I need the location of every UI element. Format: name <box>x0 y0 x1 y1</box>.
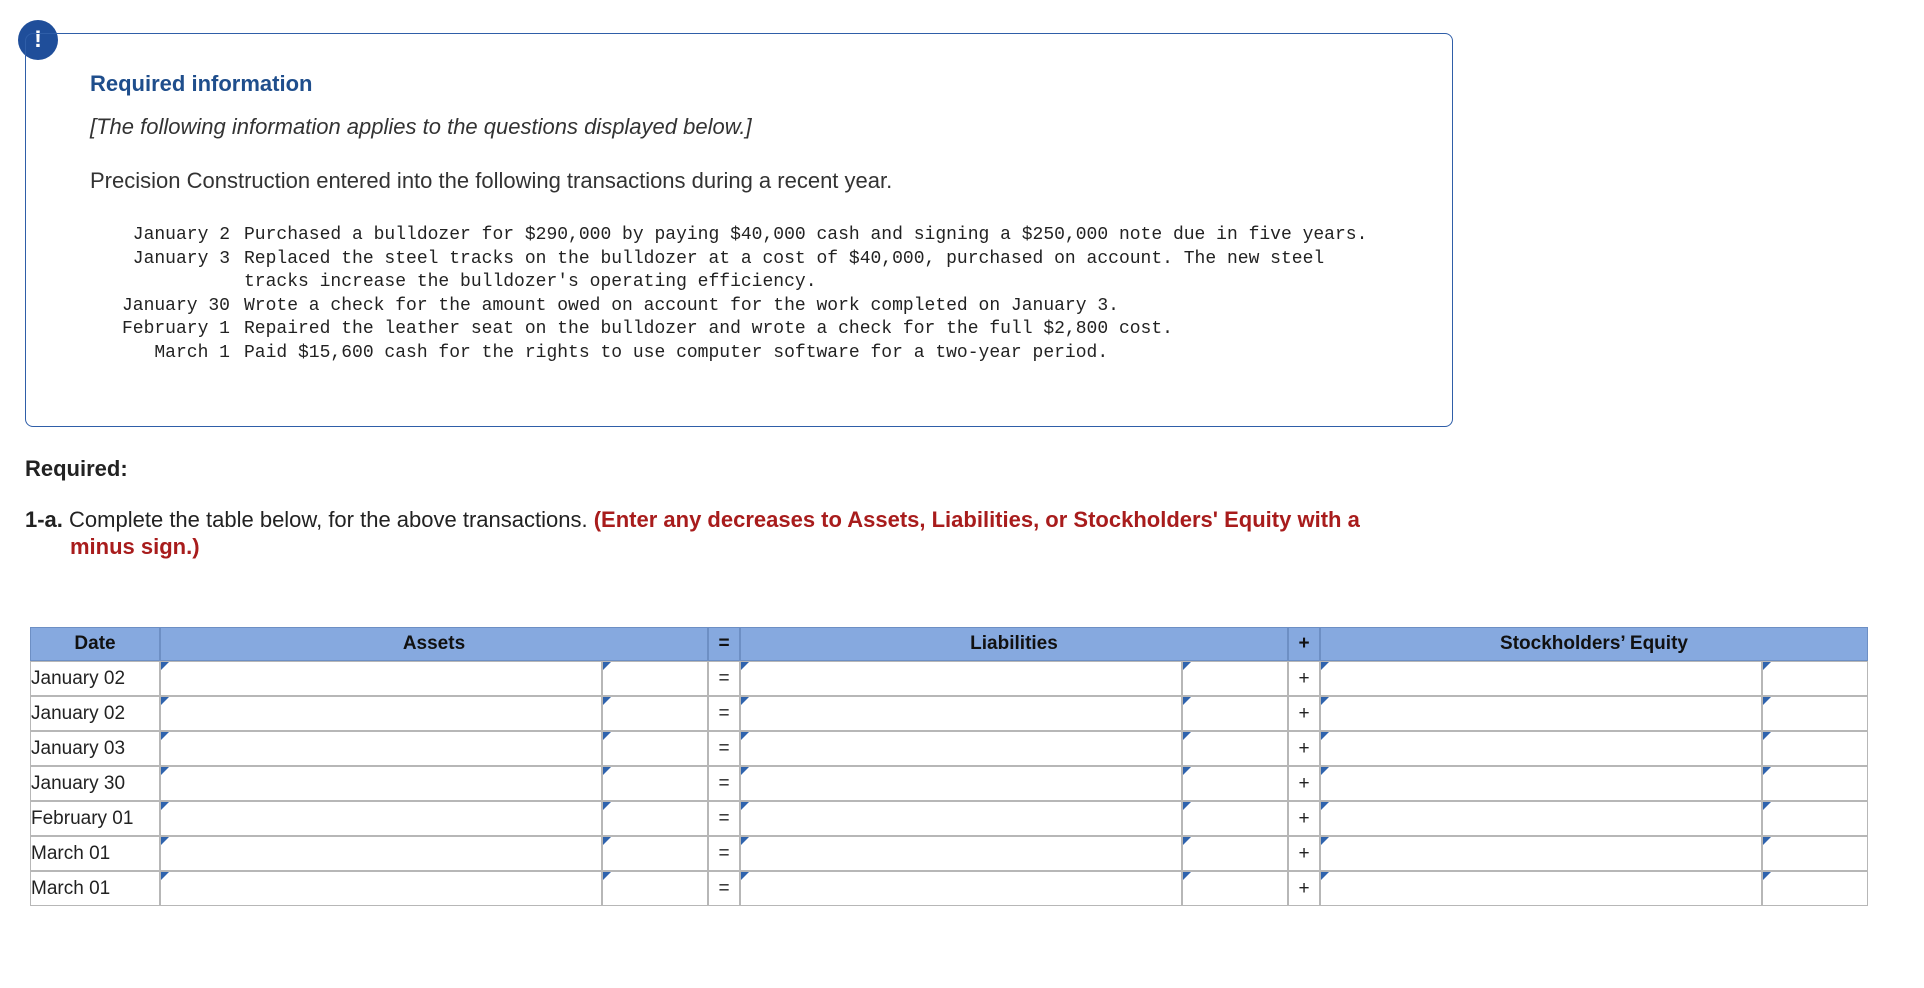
header-date: Date <box>30 627 160 661</box>
assets-account-dropdown[interactable] <box>160 836 602 871</box>
equals-sign: = <box>708 661 740 696</box>
liabilities-account-dropdown[interactable] <box>740 871 1182 906</box>
table-row <box>30 766 1868 801</box>
equity-account-dropdown[interactable] <box>1320 766 1762 801</box>
liabilities-amount-input[interactable] <box>1182 731 1288 766</box>
equity-amount-input[interactable] <box>1762 836 1868 871</box>
transaction-date: March 1 <box>154 342 230 363</box>
table-row <box>30 836 1868 871</box>
equity-amount-input[interactable] <box>1762 871 1868 906</box>
plus-sign: + <box>1288 871 1320 906</box>
liabilities-amount-input[interactable] <box>1182 836 1288 871</box>
plus-sign: + <box>1288 836 1320 871</box>
liabilities-amount-input[interactable] <box>1182 661 1288 696</box>
equity-account-dropdown[interactable] <box>1320 696 1762 731</box>
liabilities-amount-input[interactable] <box>1182 871 1288 906</box>
equals-sign: = <box>708 696 740 731</box>
equals-sign: = <box>708 731 740 766</box>
plus-sign: + <box>1288 766 1320 801</box>
question-hint-continued: minus sign.) <box>70 534 200 559</box>
assets-amount-input[interactable] <box>602 836 708 871</box>
transaction-description: Repaired the leather seat on the bulldozer and wrote a check for the full $2,800 cost. <box>244 319 1173 339</box>
transaction-description: Purchased a bulldozer for $290,000 by paying $40,000 cash and signing a $250,000 note due in five years. <box>244 225 1368 245</box>
table-header-row <box>30 627 1868 661</box>
assets-account-dropdown[interactable] <box>160 661 602 696</box>
row-date: January 30 <box>30 766 160 801</box>
info-title: Required information <box>90 71 313 96</box>
equity-account-dropdown[interactable] <box>1320 836 1762 871</box>
info-intro: Precision Construction entered into the following transactions during a recent year. <box>90 168 893 193</box>
header-assets: Assets <box>160 627 708 661</box>
row-date: January 02 <box>30 661 160 696</box>
header-equals: = <box>708 627 740 661</box>
liabilities-amount-input[interactable] <box>1182 766 1288 801</box>
accounting-equation-table <box>30 627 1868 906</box>
transaction-date: January 30 <box>121 295 230 316</box>
assets-account-dropdown[interactable] <box>160 871 602 906</box>
equity-account-dropdown[interactable] <box>1320 871 1762 906</box>
assets-amount-input[interactable] <box>602 696 708 731</box>
equity-amount-input[interactable] <box>1762 731 1868 766</box>
transaction-item <box>66 295 1384 319</box>
info-subtitle: [The following information applies to the questions displayed below.] <box>90 114 752 139</box>
transaction-item <box>66 318 1384 342</box>
table-row <box>30 731 1868 766</box>
required-information-panel <box>25 33 1453 427</box>
alert-icon: ! <box>18 20 58 60</box>
liabilities-account-dropdown[interactable] <box>740 766 1182 801</box>
assets-account-dropdown[interactable] <box>160 801 602 836</box>
liabilities-amount-input[interactable] <box>1182 801 1288 836</box>
assets-account-dropdown[interactable] <box>160 731 602 766</box>
required-heading: Required: <box>25 456 128 481</box>
assets-amount-input[interactable] <box>602 731 708 766</box>
equity-account-dropdown[interactable] <box>1320 731 1762 766</box>
equity-amount-input[interactable] <box>1762 801 1868 836</box>
plus-sign: + <box>1288 696 1320 731</box>
question-hint: (Enter any decreases to Assets, Liabilities, or Stockholders' Equity with a <box>593 507 1360 532</box>
liabilities-account-dropdown[interactable] <box>740 801 1182 836</box>
row-date: March 01 <box>30 836 160 871</box>
equals-sign: = <box>708 836 740 871</box>
plus-sign: + <box>1288 801 1320 836</box>
equity-account-dropdown[interactable] <box>1320 661 1762 696</box>
equals-sign: = <box>708 871 740 906</box>
assets-account-dropdown[interactable] <box>160 766 602 801</box>
header-liabilities: Liabilities <box>740 627 1288 661</box>
transaction-item <box>66 248 1384 295</box>
transaction-date: January 2 <box>132 225 230 245</box>
transaction-list <box>66 224 1384 365</box>
header-stockholders-equity: Stockholders’ Equity <box>1320 627 1868 661</box>
transaction-item <box>66 224 1384 248</box>
equity-amount-input[interactable] <box>1762 661 1868 696</box>
assets-amount-input[interactable] <box>602 766 708 801</box>
plus-sign: + <box>1288 661 1320 696</box>
table-row <box>30 661 1868 696</box>
equity-account-dropdown[interactable] <box>1320 801 1762 836</box>
liabilities-account-dropdown[interactable] <box>740 731 1182 766</box>
liabilities-account-dropdown[interactable] <box>740 696 1182 731</box>
transaction-description: Replaced the steel tracks on the bulldozer at a cost of $40,000, purchased on account. The new steel tracks increase the bulldozer's operating efficiency. <box>244 248 1325 292</box>
row-date: January 02 <box>30 696 160 731</box>
liabilities-account-dropdown[interactable] <box>740 661 1182 696</box>
liabilities-amount-input[interactable] <box>1182 696 1288 731</box>
equity-amount-input[interactable] <box>1762 696 1868 731</box>
question-text: Complete the table below, for the above transactions. <box>69 507 588 532</box>
assets-amount-input[interactable] <box>602 871 708 906</box>
table-row <box>30 801 1868 836</box>
transaction-item <box>66 342 1384 366</box>
row-date: February 01 <box>30 801 160 836</box>
equity-amount-input[interactable] <box>1762 766 1868 801</box>
equals-sign: = <box>708 801 740 836</box>
question-1a <box>25 506 1455 560</box>
assets-amount-input[interactable] <box>602 801 708 836</box>
transaction-description: Wrote a check for the amount owed on account for the work completed on January 3. <box>244 295 1119 316</box>
transaction-date: February 1 <box>121 319 230 339</box>
row-date: March 01 <box>30 871 160 906</box>
header-plus: + <box>1288 627 1320 661</box>
table-row <box>30 871 1868 906</box>
table-row <box>30 696 1868 731</box>
transaction-date: January 3 <box>132 248 230 269</box>
assets-amount-input[interactable] <box>602 661 708 696</box>
row-date: January 03 <box>30 731 160 766</box>
liabilities-account-dropdown[interactable] <box>740 836 1182 871</box>
equals-sign: = <box>708 766 740 801</box>
transaction-description: Paid $15,600 cash for the rights to use computer software for a two-year period. <box>244 342 1109 363</box>
assets-account-dropdown[interactable] <box>160 696 602 731</box>
question-number: 1-a. <box>25 507 63 532</box>
plus-sign: + <box>1288 731 1320 766</box>
